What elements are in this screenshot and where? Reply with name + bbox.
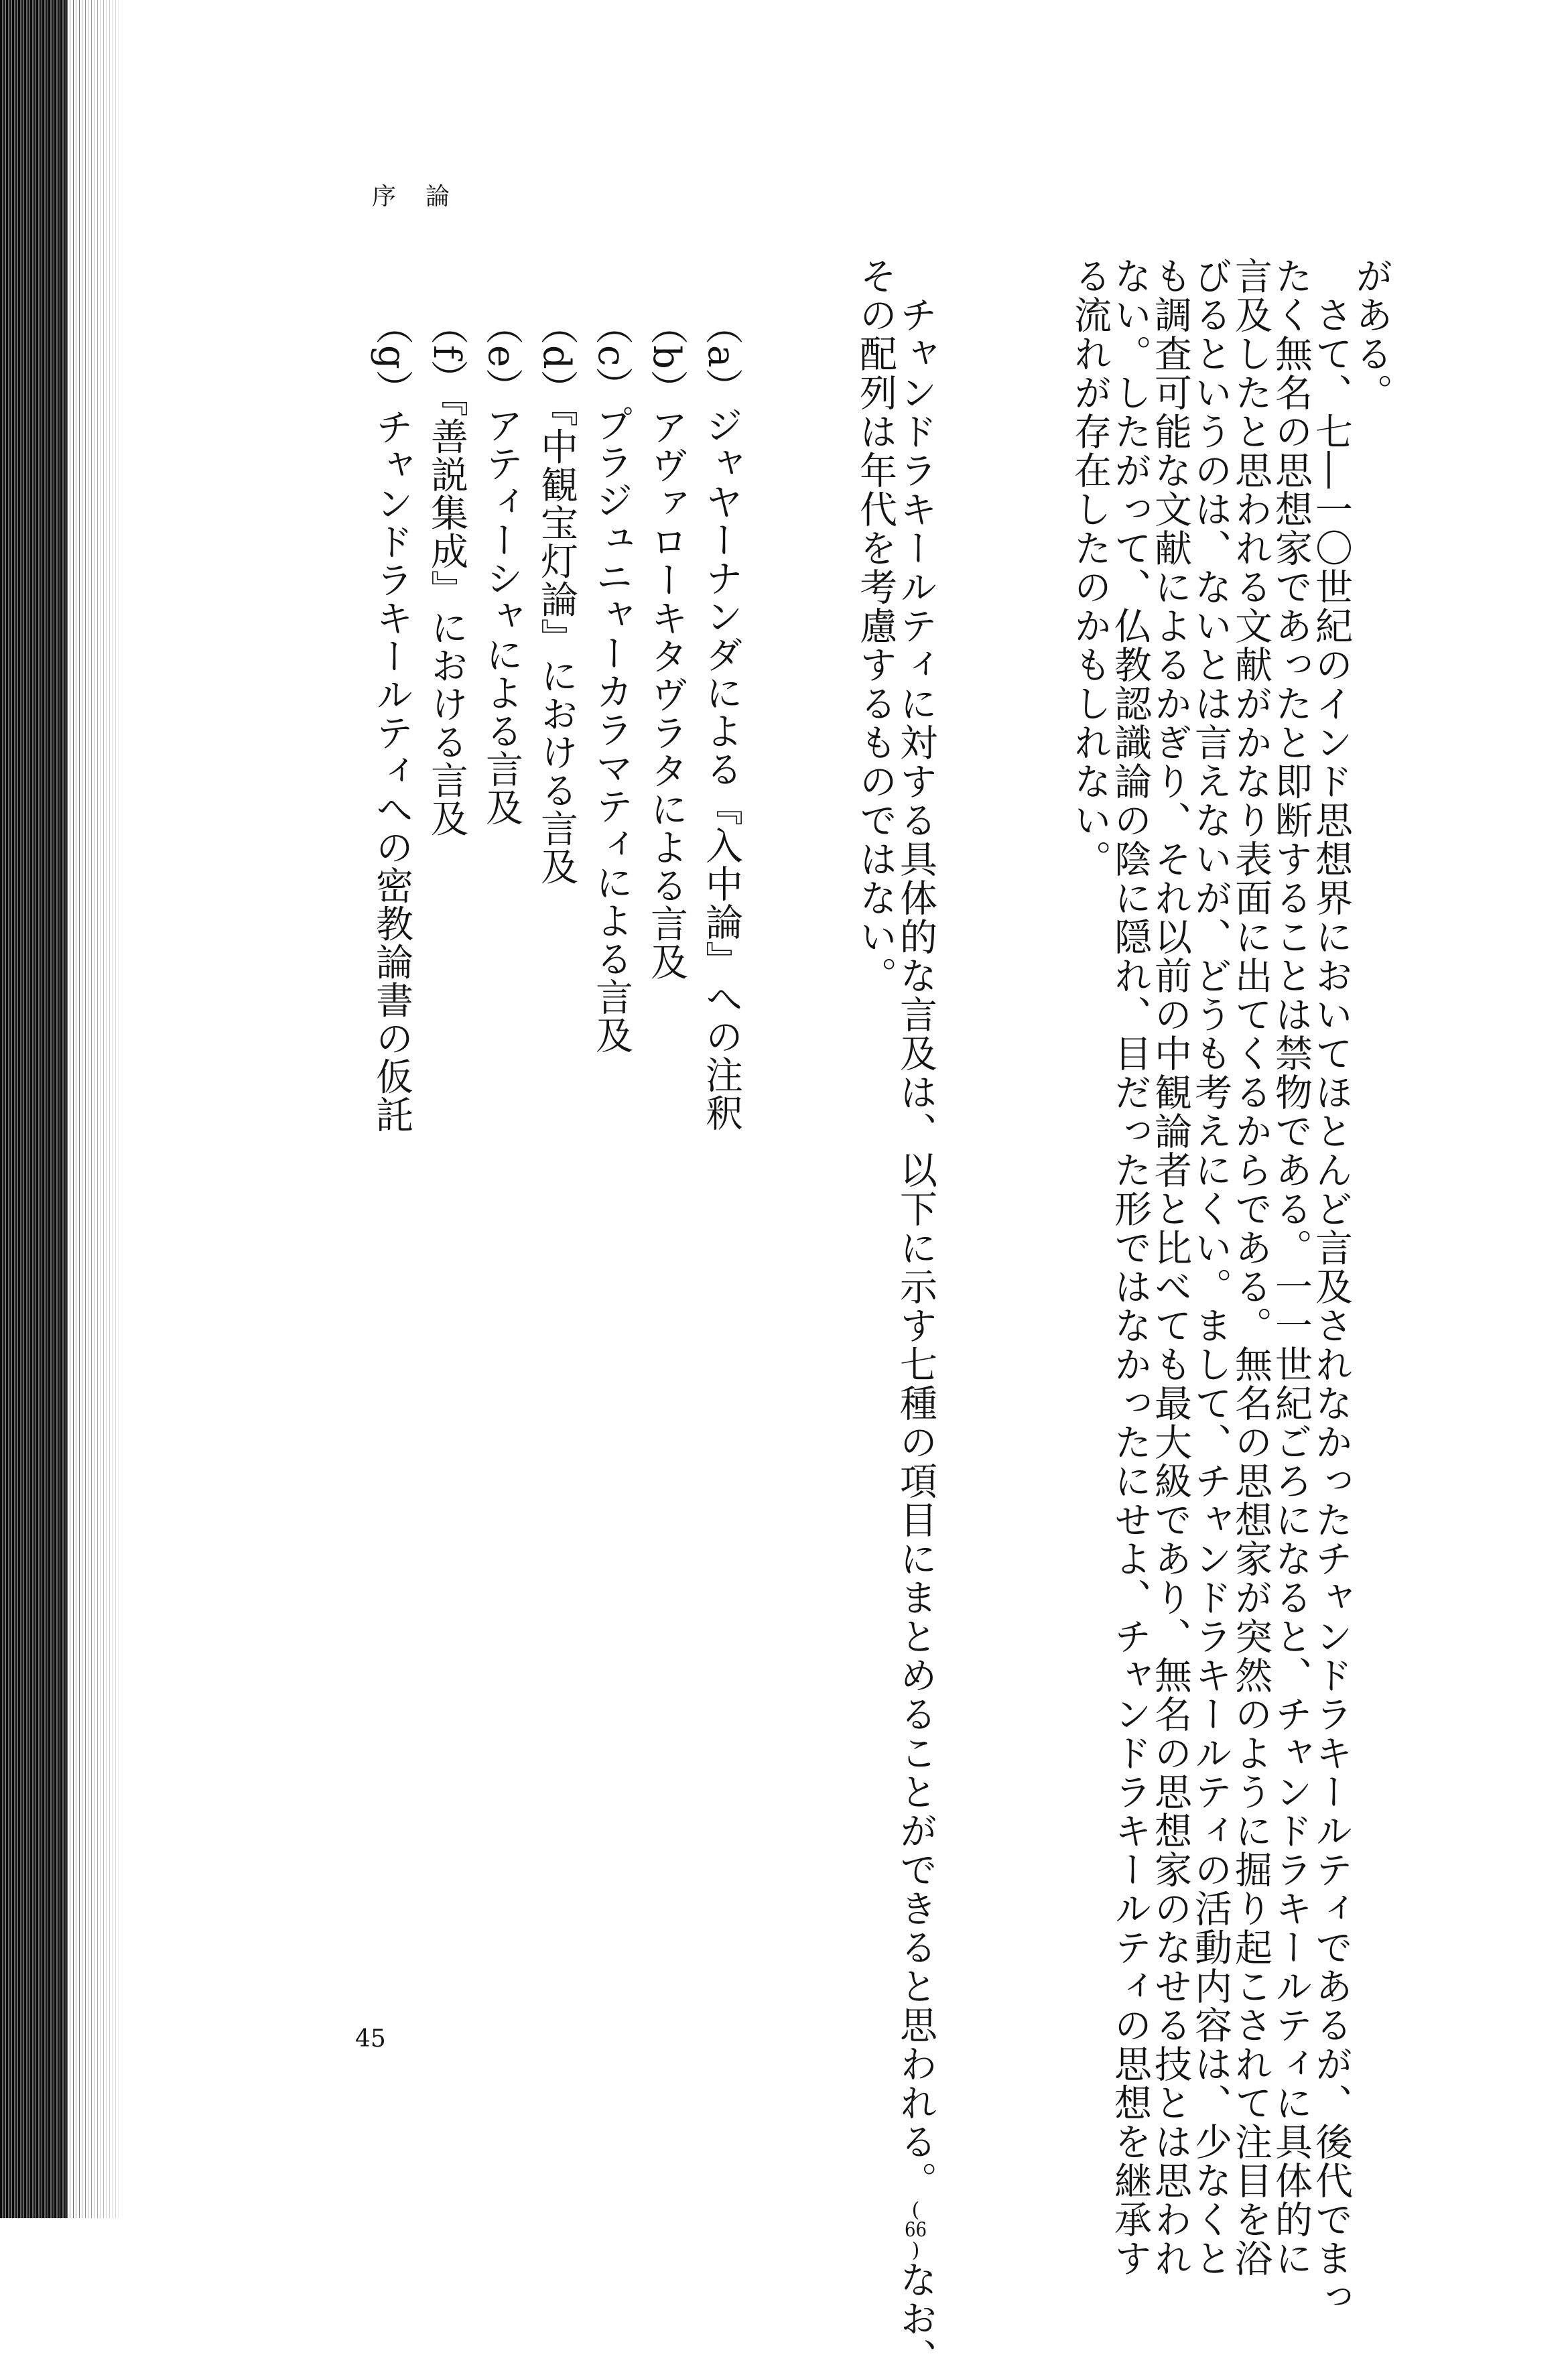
- list-item: （f）『善説集成』における言及: [425, 307, 468, 838]
- binding-shadow-fade: [67, 0, 121, 2218]
- list-item: （c）プラジュニャーカラマティによる言及: [590, 307, 633, 1055]
- body-line: チャンドラキールティに対する具体的な言及は、以下に示す七種の項目にまとめることができると思われる。(66)なお、: [894, 296, 937, 2377]
- body-line: びるというのは、ないとは言えないが、どうも考えにくい。まして、チャンドラキールティの活動内容は、少なくと: [1189, 257, 1232, 2278]
- body-line: その配列は年代を考慮するものではない。: [854, 257, 897, 995]
- footnote-ref: (66): [905, 2200, 927, 2260]
- body-line: たく無名の思想家であったと即断することは禁物である。一一世紀ごろになると、チャンドラキールティに具体的に: [1269, 257, 1313, 2278]
- running-head: 序論: [372, 183, 480, 210]
- body-line: ない。したがって、仏教認識論の陰に隠れ、目だった形ではなかったにせよ、チャンドラキールティの思想を継承す: [1108, 257, 1152, 2278]
- binding-shadow: [0, 0, 67, 2218]
- body-line: さて、七―一〇世紀のインド思想界においてほとんど言及されなかったチャンドラキールティであるが、後代でまっ: [1309, 296, 1353, 2317]
- list-item: （a）ジャヤーナンダによる『入中論』への注釈: [700, 307, 743, 1133]
- page-number: 45: [355, 2025, 386, 2053]
- list-item: （e）アティーシャによる言及: [480, 307, 523, 827]
- body-line: がある。: [1350, 257, 1393, 412]
- list-item: （g）チャンドラキールティへの密教論書の仮託: [370, 307, 413, 1134]
- body-line: も調査可能な文献によるかぎり、それ以前の中観論者と比べても最大級であり、無名の思想家のなせる技とは思われ: [1149, 257, 1192, 2278]
- list-item: （b）アヴァローキタヴラタによる言及: [645, 307, 688, 981]
- body-line: 言及したと思われる文献がかなり表面に出てくるからである。無名の思想家が突然のように掘り起こされて注目を浴: [1229, 257, 1272, 2278]
- list-item: （d）『中観宝灯論』における言及: [535, 307, 578, 886]
- body-line: る流れが存在したのかもしれない。: [1068, 257, 1112, 879]
